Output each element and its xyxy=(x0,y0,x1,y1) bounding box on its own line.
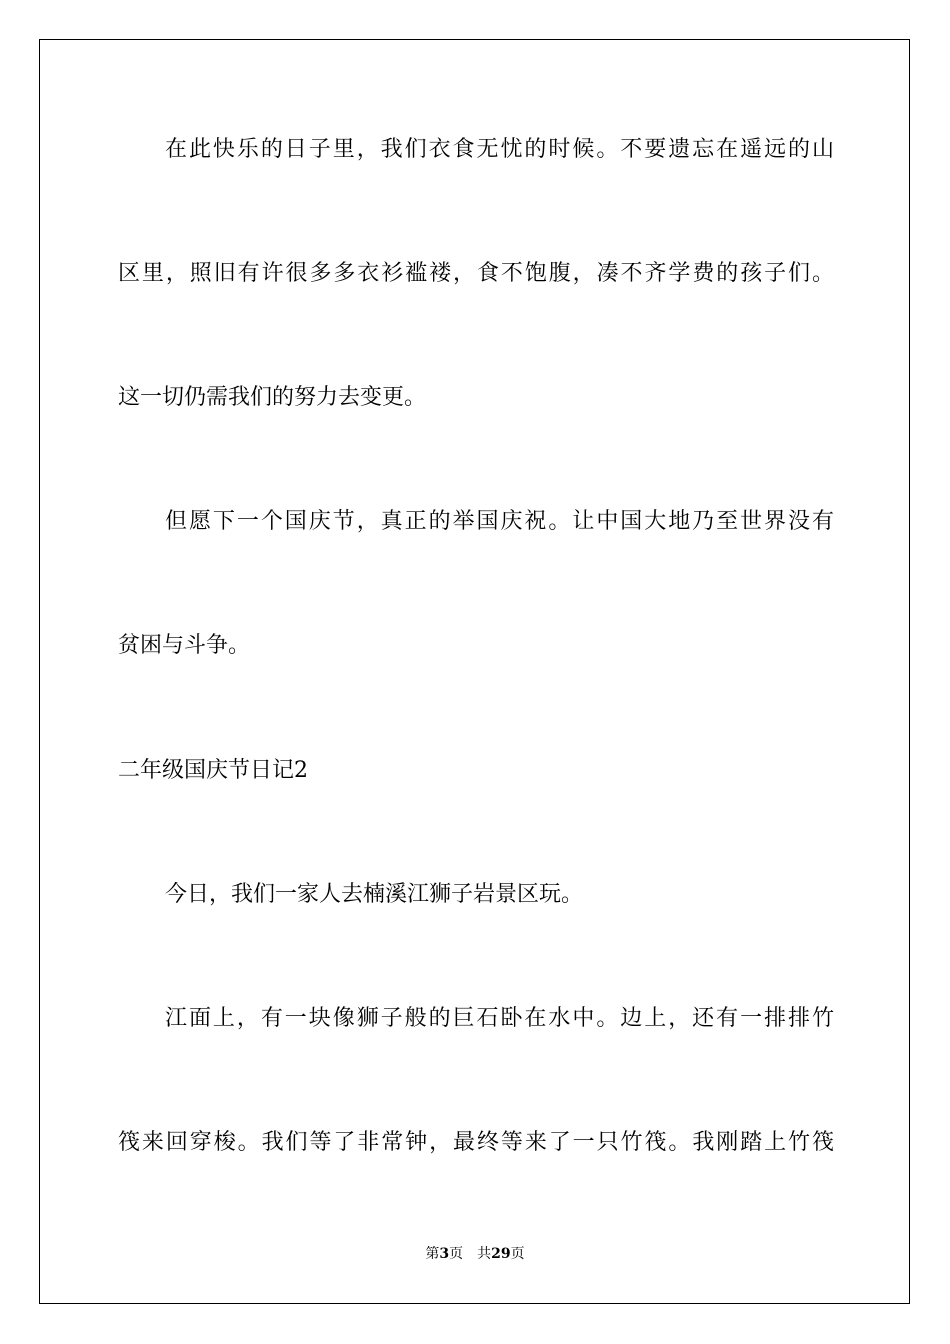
paragraph-2-line-2: 贫困与斗争。 xyxy=(118,633,251,658)
page-suffix: 页 xyxy=(449,1246,464,1262)
paragraph-1-line-1: 在此快乐的日子里，我们衣食无忧的时候。不要遗忘在遥远的山 xyxy=(165,137,834,162)
page-prefix: 第 xyxy=(425,1246,440,1262)
total-prefix: 共 xyxy=(477,1246,492,1262)
paragraph-2-line-1: 但愿下一个国庆节，真正的举国庆祝。让中国大地乃至世界没有 xyxy=(165,509,834,534)
paragraph-3-line-1: 今日，我们一家人去楠溪江狮子岩景区玩。 xyxy=(165,882,584,907)
paragraph-1-line-3: 这一切仍需我们的努力去变更。 xyxy=(118,385,427,410)
total-pages: 29 xyxy=(491,1246,511,1262)
page-border xyxy=(39,39,910,1304)
page-footer xyxy=(0,1244,950,1264)
page-number: 3 xyxy=(439,1246,450,1262)
paragraph-4-line-2: 筏来回穿梭。我们等了非常钟，最终等来了一只竹筏。我刚踏上竹筏 xyxy=(118,1130,834,1155)
section-heading: 二年级国庆节日记2 xyxy=(118,758,308,783)
paragraph-1-line-2: 区里，照旧有许很多多衣衫褴褛，食不饱腹，凑不齐学费的孩子们。 xyxy=(118,261,834,286)
paragraph-4-line-1: 江面上，有一块像狮子般的巨石卧在水中。边上，还有一排排竹 xyxy=(165,1006,834,1031)
total-suffix: 页 xyxy=(510,1246,525,1262)
